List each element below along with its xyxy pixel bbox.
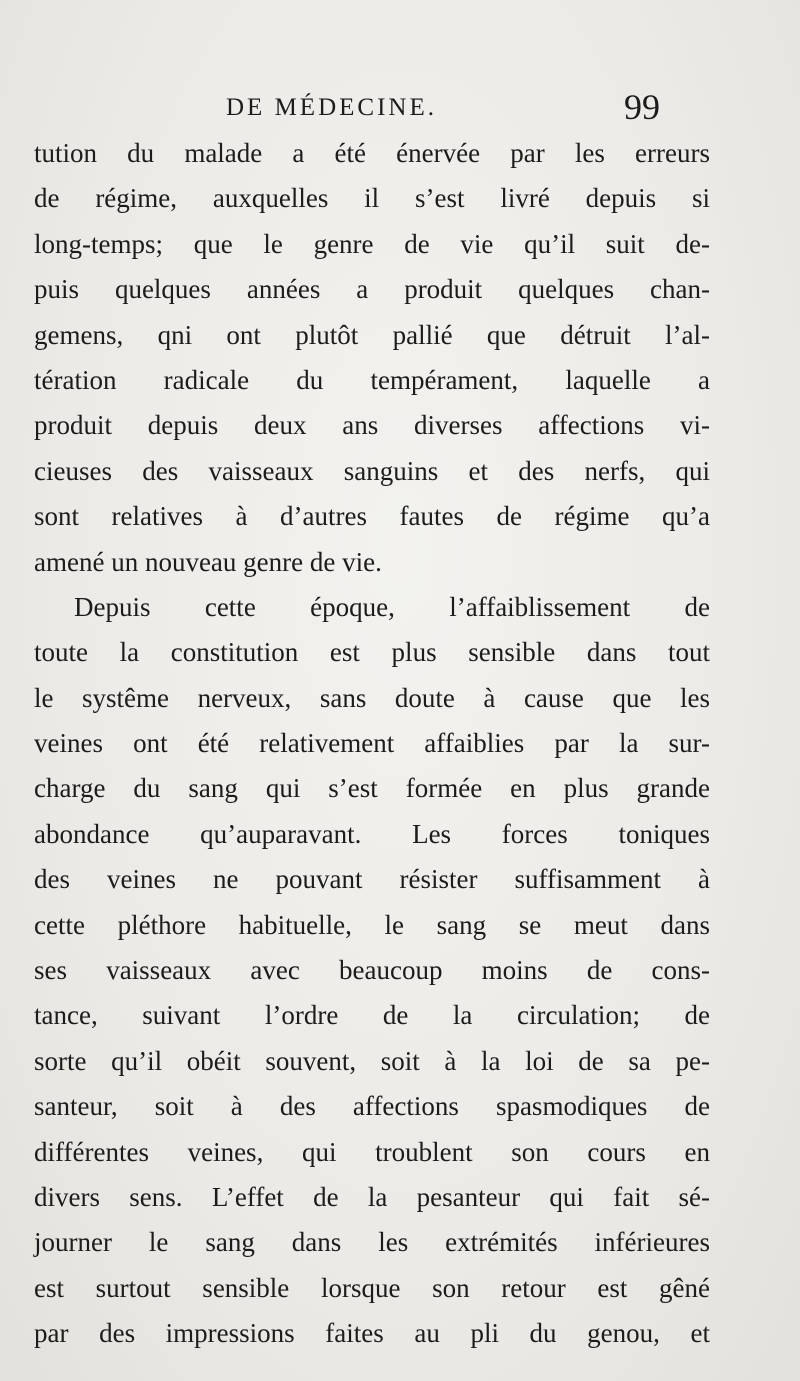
text-line: puis quelques années a produit quelques chan-	[34, 274, 710, 305]
text-line: long-temps; que le genre de vie qu’il suit de-	[34, 228, 710, 259]
text-line: des veines ne pouvant résister suffisamment à	[34, 864, 710, 895]
text-line: tération radicale du tempérament, laquelle a	[34, 364, 710, 395]
text-line: par des impressions faites au pli du genou, et	[34, 1318, 710, 1349]
body-text	[34, 131, 710, 1357]
page-number: 99	[624, 87, 660, 127]
text-line: tution du malade a été énervée par les erreurs	[34, 138, 710, 168]
text-line: gemens, qni ont plutôt pallié que détruit l’al-	[34, 319, 710, 350]
running-title: DE MÉDECINE.	[226, 94, 437, 121]
text-line: tance, suivant l’ordre de la circulation; de	[34, 1000, 710, 1031]
text-line: cieuses des vaisseaux sanguins et des nerfs, qui	[34, 455, 710, 486]
text-line: Depuis cette époque, l’affaiblissement de	[74, 591, 710, 622]
text-line: amené un nouveau genre de vie.	[34, 546, 382, 577]
text-line: charge du sang qui s’est formée en plus grande	[34, 773, 710, 804]
text-line: toute la constitution est plus sensible dans tout	[34, 637, 710, 668]
text-line: santeur, soit à des affections spasmodiques de	[34, 1091, 710, 1122]
text-line: sorte qu’il obéit souvent, soit à la loi de sa pe-	[34, 1045, 710, 1076]
text-line: différentes veines, qui troublent son cours en	[34, 1136, 710, 1167]
text-line: de régime, auxquelles il s’est livré depuis si	[34, 183, 710, 214]
text-line: abondance qu’auparavant. Les forces toniques	[34, 818, 710, 849]
page-header	[0, 88, 800, 128]
text-line: ses vaisseaux avec beaucoup moins de cons-	[34, 955, 710, 986]
text-line: divers sens. L’effet de la pesanteur qui fait sé-	[34, 1181, 710, 1212]
text-line: veines ont été relativement affaiblies par la sur-	[34, 728, 710, 759]
text-line: journer le sang dans les extrémités inférieures	[34, 1227, 710, 1258]
text-line: le systême nerveux, sans doute à cause que les	[34, 682, 710, 713]
text-line: produit depuis deux ans diverses affections vi-	[34, 410, 710, 441]
text-line: cette pléthore habituelle, le sang se meut dans	[34, 909, 710, 940]
text-line: sont relatives à d’autres fautes de régime qu’a	[34, 501, 710, 532]
text-line: est surtout sensible lorsque son retour est gêné	[34, 1272, 710, 1303]
